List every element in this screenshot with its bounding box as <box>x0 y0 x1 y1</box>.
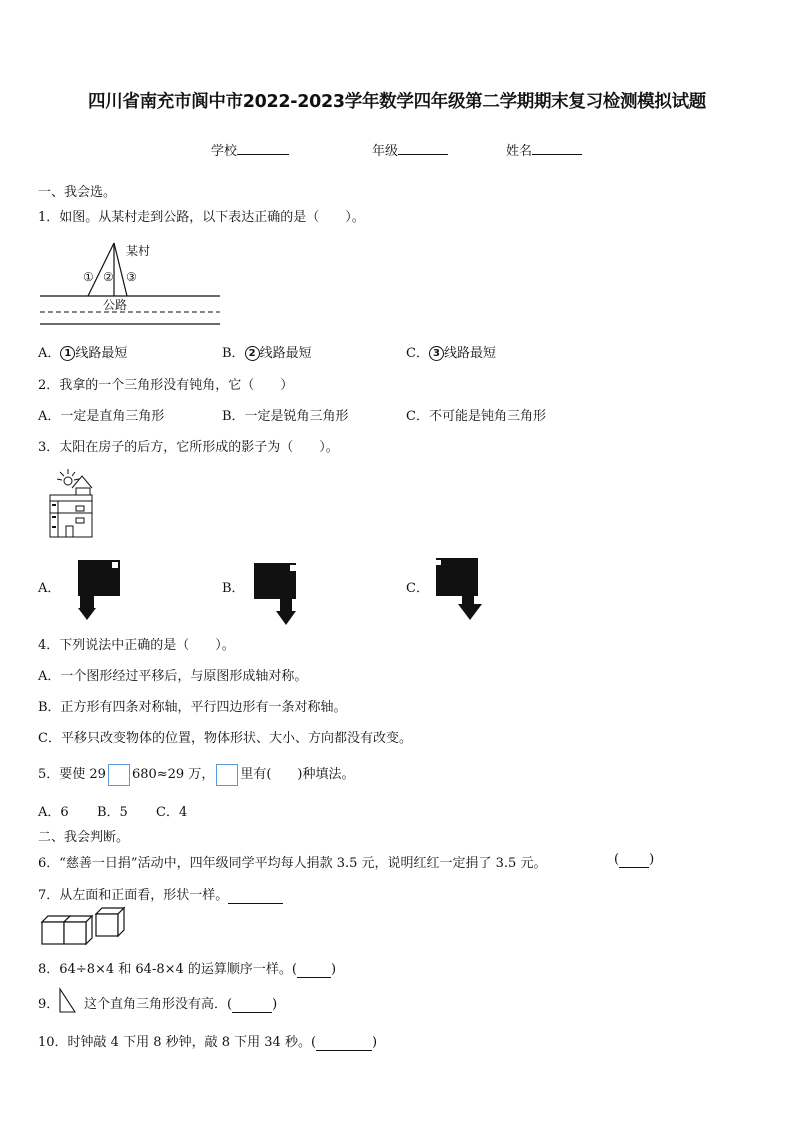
q3-stem: 3．太阳在房子的后方，它所形成的影子为（ ）。 <box>38 440 339 455</box>
q5-option-a[interactable]: A．6 <box>38 805 69 820</box>
grade-input-line[interactable] <box>398 140 448 155</box>
q4-stem: 4．下列说法中正确的是（ ）。 <box>38 638 235 653</box>
school-input-line[interactable] <box>237 140 289 155</box>
grade-field[interactable] <box>372 140 448 159</box>
q8-stem: 8．64÷8×4 和 64-8×4 的运算顺序一样。( ) <box>38 962 337 977</box>
school-label: 学校 <box>211 144 238 159</box>
q3-option-c-label[interactable]: C． <box>406 581 429 596</box>
q9-stem: 这个直角三角形没有高．( ) <box>84 997 278 1012</box>
right-triangle-icon <box>58 988 78 1014</box>
q4-option-c[interactable]: C．平移只改变物体的位置，物体形状、大小、方向都没有改变。 <box>38 731 412 746</box>
q5-option-b[interactable]: B．5 <box>97 805 128 820</box>
q5-blank-box-1[interactable] <box>108 764 130 786</box>
q7-stem: 7．从左面和正面看，形状一样。 <box>38 884 283 904</box>
path2-label: ② <box>103 270 114 284</box>
shadow-option-c-icon[interactable] <box>436 558 484 622</box>
q9-answer-line[interactable] <box>232 997 272 1013</box>
path1-label: ① <box>83 270 94 284</box>
grade-label: 年级 <box>372 144 399 159</box>
name-label: 姓名 <box>506 144 533 159</box>
q10-stem: 10．时钟敲 4 下用 8 秒钟，敲 8 下用 34 秒。( ) <box>38 1035 378 1050</box>
circled-number-1: 1 <box>60 346 75 361</box>
q2-option-a[interactable]: A．一定是直角三角形 <box>38 409 165 424</box>
q1-option-a[interactable]: A． 1 线路最短 <box>38 346 128 361</box>
q4-option-b[interactable]: B．正方形有四条对称轴，平行四边形有一条对称轴。 <box>38 700 347 715</box>
q4-option-a[interactable]: A．一个图形经过平移后，与原图形成轴对称。 <box>38 669 308 684</box>
q1-stem: 1．如图。从某村走到公路，以下表达正确的是（ ）。 <box>38 210 365 225</box>
q2-stem: 2．我拿的一个三角形没有钝角，它（ ） <box>38 378 294 393</box>
shadow-option-a-icon[interactable] <box>78 560 122 624</box>
road-lines <box>40 296 220 324</box>
q5-blank-box-2[interactable] <box>216 764 238 786</box>
name-field[interactable] <box>506 140 582 159</box>
cubes-icon <box>40 908 126 946</box>
path3-label: ③ <box>126 270 137 284</box>
village-label: 某村 <box>126 244 151 258</box>
circled-number-3: 3 <box>429 346 444 361</box>
circled-number-2: 2 <box>245 346 260 361</box>
q1-option-c[interactable]: C． 3 线路最短 <box>406 346 496 361</box>
name-input-line[interactable] <box>532 140 582 155</box>
q5-stem: 5．要使 29 680≈29 万， 里有( )种填法。 <box>38 763 355 786</box>
school-field[interactable] <box>211 140 289 159</box>
q9-num: 9． <box>38 997 60 1012</box>
q2-option-c[interactable]: C．不可能是钝角三角形 <box>406 409 546 424</box>
q1-option-b[interactable]: B． 2 线路最短 <box>222 346 312 361</box>
section1-heading: 一、我会选。 <box>38 185 117 200</box>
q5-option-c[interactable]: C．4 <box>156 805 188 820</box>
q3-option-b-label[interactable]: B． <box>222 581 245 596</box>
q3-option-a-label[interactable]: A． <box>38 581 61 596</box>
house-sun-icon <box>46 468 98 540</box>
q6-answer-paren[interactable]: ( ) <box>614 852 655 867</box>
q7-answer-line[interactable] <box>228 888 283 904</box>
page-title: 四川省南充市阆中市2022-2023学年数学四年级第二学期期末复习检测模拟试题 <box>88 92 706 112</box>
shadow-option-b-icon[interactable] <box>254 563 302 627</box>
q6-stem: 6．“慈善一日捐”活动中，四年级同学平均每人捐款 3.5 元，说明红红一定捐了 3.5 元。 <box>38 856 547 871</box>
q2-option-b[interactable]: B．一定是锐角三角形 <box>222 409 349 424</box>
q10-answer-line[interactable] <box>316 1035 372 1051</box>
q8-answer-line[interactable] <box>297 962 331 978</box>
road-label: 公路 <box>103 298 128 312</box>
section2-heading: 二、我会判断。 <box>38 830 130 845</box>
